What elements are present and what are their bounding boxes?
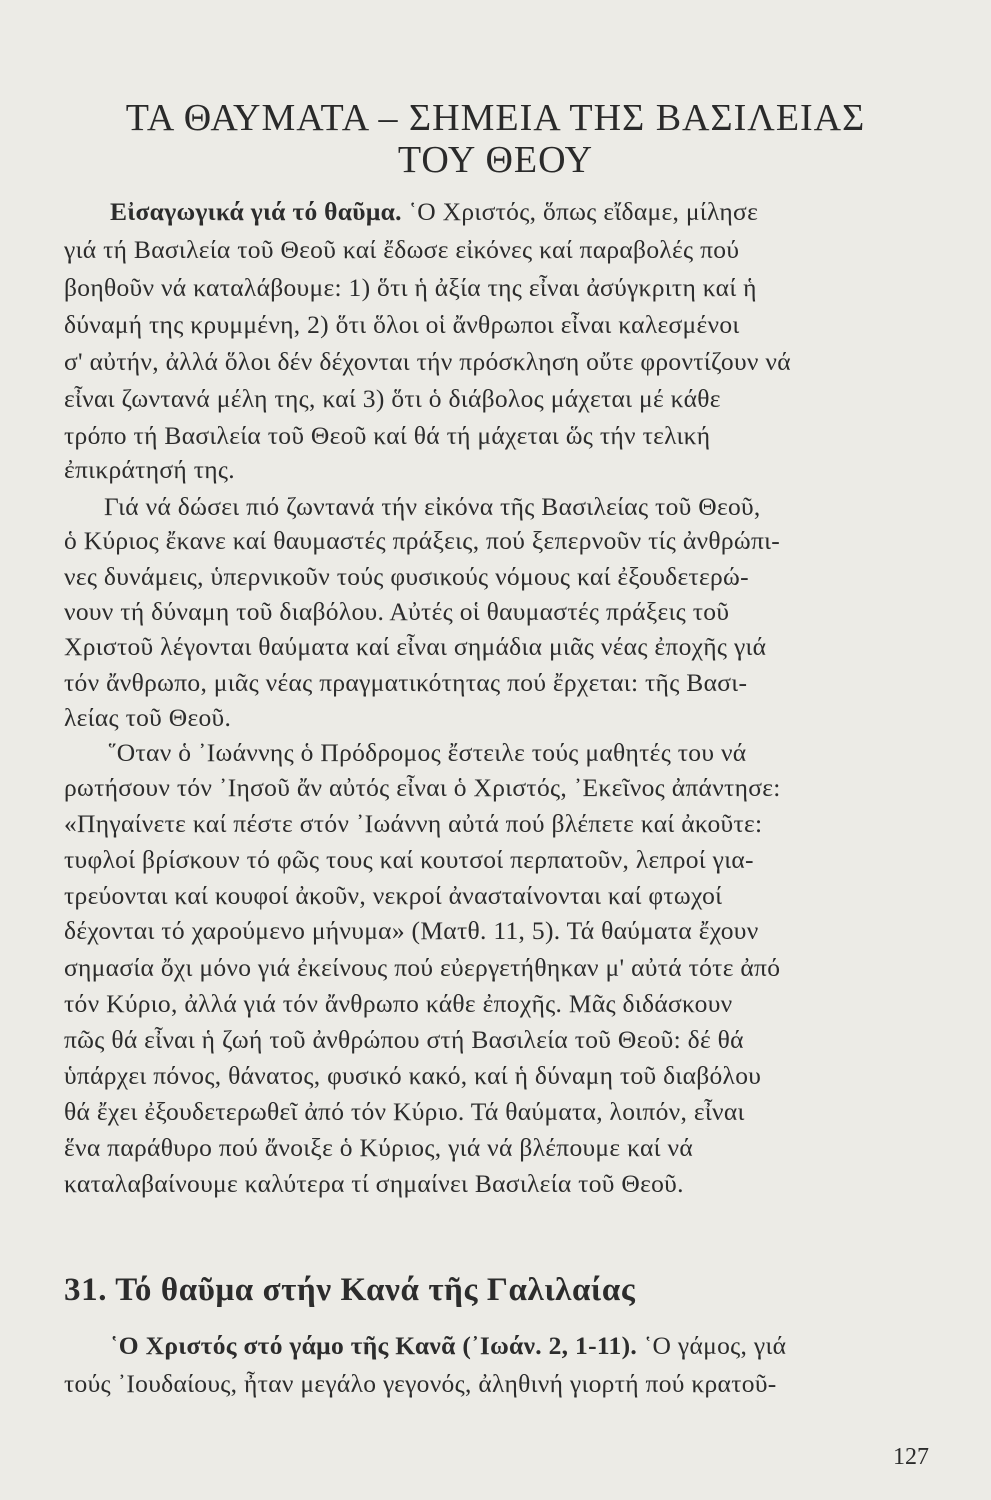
intro-line: γιά τή Βασιλεία τοῦ Θεοῦ καί ἔδωσε εἰκόνες καί παραβολές πού [64,235,740,264]
chapter-title-line-2: ΤΟΥ ΘΕΟΥ [397,139,594,181]
section-line: τούς ᾿Ιουδαίους, ἦταν μεγάλο γεγονός, ἀληθινή γιορτή πού κρατοῦ- [64,1369,777,1398]
paragraph-line: τόν ἄνθρωπο, μιᾶς νέας πραγματικότητας πού ἔρχεται: τῆς Βασι- [64,668,748,697]
paragraph-line: Γιά νά δώσει πιό ζωντανά τήν εἰκόνα τῆς Βασιλείας τοῦ Θεοῦ, [104,492,761,521]
page-number: 127 [893,1444,929,1470]
intro-line: βοηθοῦν νά καταλάβουμε: 1) ὅτι ἡ ἀξία της εἶναι ἀσύγκριτη καί ἡ [64,273,757,302]
paragraph-line: ὁ Κύριος ἔκανε καί θαυμαστές πράξεις, πού ξεπερνοῦν τίς ἀνθρώπι- [64,526,781,555]
chapter-title-line-1: ΤΑ ΘΑΥΜΑΤΑ – ΣΗΜΕΙΑ ΤΗΣ ΒΑΣΙΛΕΙΑΣ [125,97,866,139]
intro-line: σ' αὐτήν, ἀλλά ὅλοι δέν δέχονται τήν πρόσκληση οὔτε φροντίζουν νά [64,347,791,376]
section-first-line [110,1331,786,1361]
paragraph-line: ρωτήσουν τόν ᾿Ιησοῦ ἄν αὐτός εἶναι ὁ Χριστός, ᾿Εκεῖνος ἀπάντησε: [64,773,781,802]
paragraph-line: νες δυνάμεις, ὑπερνικοῦν τούς φυσικούς νόμους καί ἐξουδετερώ- [64,562,749,591]
intro-lead-bold: Εἰσαγωγικά γιά τό θαῦμα. [110,197,402,226]
intro-line: τρόπο τή Βασιλεία τοῦ Θεοῦ καί θά τή μάχεται ὥς τήν τελική [64,421,711,450]
paragraph-line: τυφλοί βρίσκουν τό φῶς τους καί κουτσοί περπατοῦν, λεπροί για- [64,845,754,874]
paragraph-line: πῶς θά εἶναι ἡ ζωή τοῦ ἀνθρώπου στή Βασιλεία τοῦ Θεοῦ: δέ θά [64,1025,744,1054]
intro-line: δύναμή της κρυμμένη, 2) ὅτι ὅλοι οἱ ἄνθρωποι εἶναι καλεσμένοι [64,310,740,339]
intro-first-line [110,197,758,227]
paragraph-line: «Πηγαίνετε καί πέστε στόν ᾿Ιωάννη αὐτά πού βλέπετε καί ἀκοῦτε: [64,809,763,838]
section-lead-bold: ῾Ο Χριστός στό γάμο τῆς Κανᾶ (᾿Ιωάν. 2, 1-11). [110,1331,638,1360]
paragraph-line: ἕνα παράθυρο πού ἄνοιξε ὁ Κύριος, γιά νά βλέπουμε καί νά [64,1133,693,1162]
paragraph-line: τρεύονται καί κουφοί ἀκοῦν, νεκροί ἀνασταίνονται καί φτωχοί [64,881,723,910]
paragraph-line: Χριστοῦ λέγονται θαύματα καί εἶναι σημάδια μιᾶς νέας ἐποχῆς γιά [64,632,767,661]
paragraph-line: σημασία ὄχι μόνο γιά ἐκείνους πού εὐεργετήθηκαν μ' αὐτά τότε ἀπό [64,953,781,982]
intro-line: εἶναι ζωντανά μέλη της, καί 3) ὅτι ὁ διάβολος μάχεται μέ κάθε [64,384,721,413]
paragraph-line: καταλαβαίνουμε καλύτερα τί σημαίνει Βασιλεία τοῦ Θεοῦ. [64,1169,684,1198]
paragraph-line: ὑπάρχει πόνος, θάνατος, φυσικό κακό, καί ἡ δύναμη τοῦ διαβόλου [64,1061,762,1090]
intro-line: ῾Ο Χριστός, ὅπως εἴδαμε, μίλησε [401,197,759,226]
paragraph-line: θά ἔχει ἐξουδετερωθεῖ ἀπό τόν Κύριο. Τά θαύματα, λοιπόν, εἶναι [64,1097,745,1126]
paragraph-line: νουν τή δύναμη τοῦ διαβόλου. Αὐτές οἱ θαυμαστές πράξεις τοῦ [64,597,730,626]
paragraph-line: τόν Κύριο, ἀλλά γιά τόν ἄνθρωπο κάθε ἐποχῆς. Μᾶς διδάσκουν [64,989,733,1018]
section-line: ῾Ο γάμος, γιά [637,1331,787,1360]
intro-line: ἐπικράτησή της. [64,455,235,484]
paragraph-line: λείας τοῦ Θεοῦ. [64,703,232,732]
paragraph-line: δέχονται τό χαρούμενο μήνυμα» (Ματθ. 11, 5). Τά θαύματα ἔχουν [64,916,759,945]
section-heading: 31. Τό θαῦμα στήν Κανά τῆς Γαλιλαίας [64,1272,636,1308]
paragraph-line: ῞Οταν ὁ ᾿Ιωάννης ὁ Πρόδρομος ἔστειλε τούς μαθητές του νά [108,738,747,767]
